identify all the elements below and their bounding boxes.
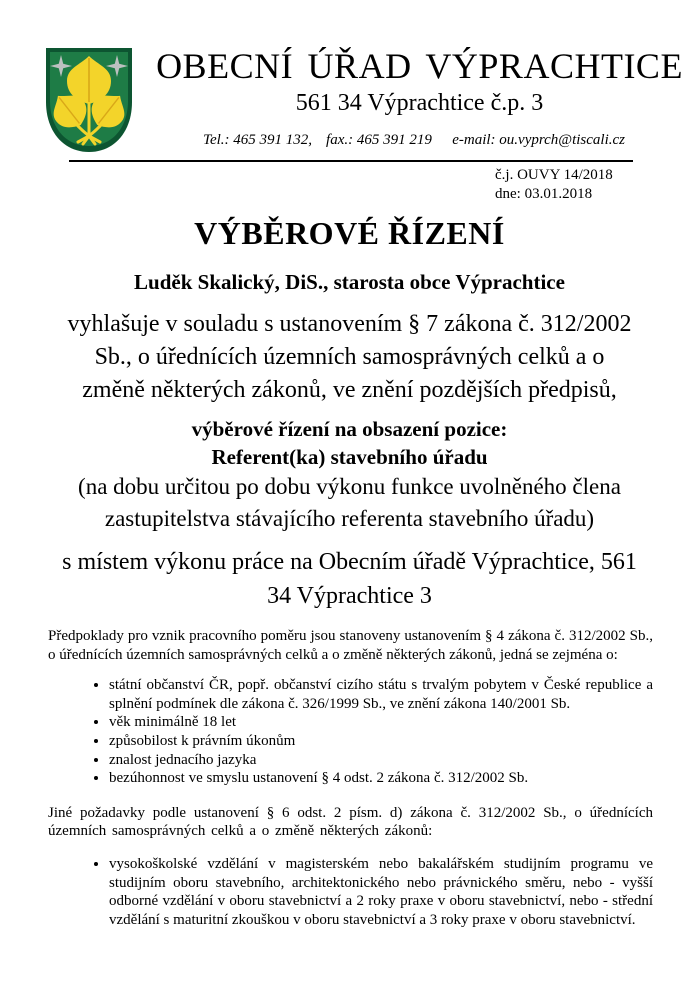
workplace-line: s místem výkonu práce na Obecním úřadě Výprachtice, 561 [62,549,637,575]
intro-line: Sb., o úřednících územních samosprávných celků a o [94,344,605,370]
notice-title: VÝBĚROVÉ ŘÍZENÍ [194,215,505,251]
requirement-item: • věk minimálně 18 let [109,713,653,732]
requirement-item: • bezúhonnost ve smyslu ustanovení § 4 odst. 2 zákona č. 312/2002 Sb. [109,769,653,788]
office-name: OBECNÍ ÚŘAD VÝPRACHTICE [156,46,683,86]
prerequisites-list [0,676,653,788]
fax-number: fax.: 465 391 219 [326,132,432,148]
contact-row [140,131,699,149]
workplace-paragraph [0,545,699,613]
intro-line: vyhlašuje v souladu s ustanovením § 7 zákona č. 312/2002 [67,311,632,337]
other-requirements-list [0,855,653,929]
intro-line: změně některých zákonů, ve znění pozdějších předpisů, [82,377,617,403]
letterhead-text [140,46,699,149]
reference-date: dne: 03.01.2018 [495,186,593,202]
position-heading: výběrové řízení na obsazení pozice: [191,417,508,441]
reference-number: č.j. OUVY 14/2018 [495,167,613,183]
position-note [0,471,699,535]
letterhead [0,0,699,163]
prerequisites-intro: Předpoklady pro vznik pracovního poměru jsou stanoveny ustanovením § 4 zákona č. 312/2002 Sb., o úřednících územních samosprávných celků a o změně některých zákonů, jedná se zejména o: [48,628,653,663]
announcer-line: Luděk Skalický, DiS., starosta obce Výprachtice [134,270,565,294]
position-note-line: (na dobu určitou po dobu výkonu funkce uvolněného člena [78,474,621,499]
office-address: 561 34 Výprachtice č.p. 3 [295,90,544,116]
workplace-line: 34 Výprachtice 3 [267,583,432,609]
position-block [0,415,699,535]
requirement-item: • státní občanství ČR, popř. občanství cizího státu s trvalým pobytem v České republice a splnění podmínek dle zákona č. 326/1999 Sb., ve znění zákona 140/2001 Sb. [109,676,653,713]
requirement-item: • způsobilost k právním úkonům [109,732,653,751]
header-divider [69,160,633,162]
email-address: e-mail: ou.vyprch@tiscali.cz [452,132,625,148]
phone-number: Tel.: 465 391 132, [203,132,313,148]
reference-block [495,166,699,204]
intro-paragraph [0,308,699,407]
position-name: Referent(ka) stavebního úřadu [211,445,488,469]
phone-fax [203,131,432,149]
coat-of-arms-icon [44,46,134,158]
requirement-item: • vysokoškolské vzdělání v magisterském nebo bakalářském studijním programu ve studijním oboru stavebního, architektonického nebo právnického směru, nebo - vyšší odborné vzdělání v oboru stavebnictví a 2 roky praxe v oboru stavebnictví, nebo - střední vzdělání s maturitní zkouškou v oboru stavebnictví a 3 roky praxe v oboru stavebnictví. [109,855,653,929]
other-requirements-intro: Jiné požadavky podle ustanovení § 6 odst. 2 písm. d) zákona č. 312/2002 Sb., o úřednících územních samosprávných celků a o změně některých zákonů: [48,804,653,840]
requirement-item: • znalost jednacího jazyka [109,751,653,770]
position-note-line: zastupitelstva stávajícího referenta stavebního úřadu) [104,506,595,531]
